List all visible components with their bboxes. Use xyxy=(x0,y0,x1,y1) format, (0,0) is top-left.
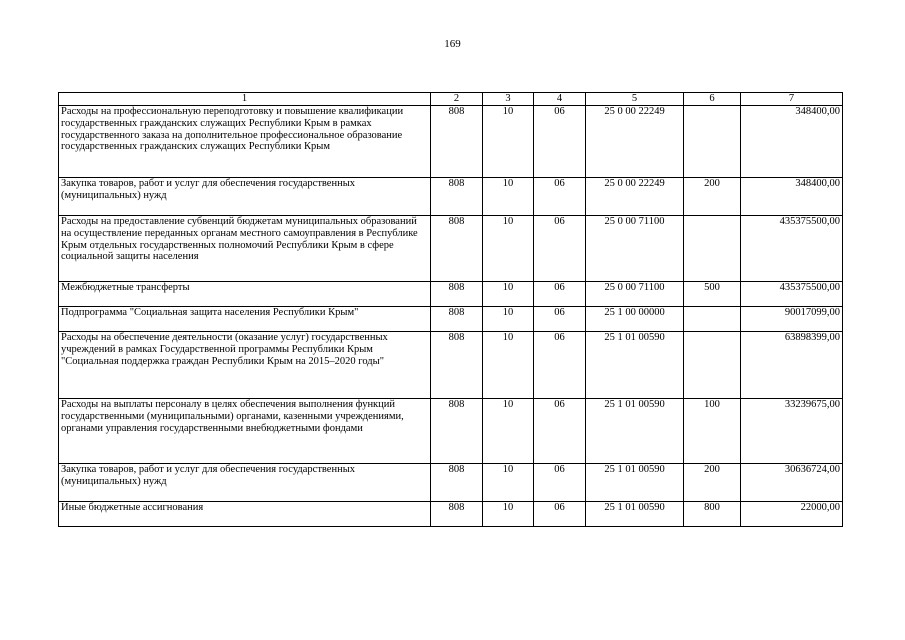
row-expense-type: 200 xyxy=(684,178,741,216)
row-section: 10 xyxy=(483,216,534,282)
row-name: Расходы на обеспечение деятельности (оказание услуг) государственных учреждений в рамках Государственной программы Республики Крым "Социальная поддержка граждан Республики Крым на 2015–2020 годы" xyxy=(59,332,431,399)
table-row xyxy=(59,502,843,527)
row-gov-code: 808 xyxy=(431,307,483,332)
column-header: 3 xyxy=(483,93,534,106)
row-amount: 90017099,00 xyxy=(741,307,843,332)
row-expense-type xyxy=(684,106,741,178)
row-gov-code: 808 xyxy=(431,106,483,178)
table-row xyxy=(59,106,843,178)
row-gov-code: 808 xyxy=(431,502,483,527)
column-header: 4 xyxy=(534,93,586,106)
header-row xyxy=(59,93,843,106)
row-section: 10 xyxy=(483,307,534,332)
row-amount: 348400,00 xyxy=(741,106,843,178)
row-subsection: 06 xyxy=(534,307,586,332)
row-amount: 22000,00 xyxy=(741,502,843,527)
row-subsection: 06 xyxy=(534,178,586,216)
table-row xyxy=(59,399,843,464)
column-header: 6 xyxy=(684,93,741,106)
budget-table xyxy=(58,92,843,527)
row-target-code: 25 1 00 00000 xyxy=(586,307,684,332)
table-row xyxy=(59,332,843,399)
row-section: 10 xyxy=(483,106,534,178)
row-target-code: 25 1 01 00590 xyxy=(586,502,684,527)
row-target-code: 25 0 00 71100 xyxy=(586,216,684,282)
row-subsection: 06 xyxy=(534,464,586,502)
row-name: Иные бюджетные ассигнования xyxy=(59,502,431,527)
table-row xyxy=(59,282,843,307)
row-expense-type: 500 xyxy=(684,282,741,307)
row-section: 10 xyxy=(483,502,534,527)
table-row xyxy=(59,464,843,502)
row-target-code: 25 1 01 00590 xyxy=(586,399,684,464)
table-row xyxy=(59,307,843,332)
page-number: 169 xyxy=(444,38,461,50)
row-name: Закупка товаров, работ и услуг для обеспечения государственных (муниципальных) нужд xyxy=(59,178,431,216)
row-subsection: 06 xyxy=(534,399,586,464)
row-expense-type xyxy=(684,216,741,282)
row-section: 10 xyxy=(483,282,534,307)
row-subsection: 06 xyxy=(534,106,586,178)
row-expense-type: 800 xyxy=(684,502,741,527)
row-amount: 348400,00 xyxy=(741,178,843,216)
row-subsection: 06 xyxy=(534,282,586,307)
row-amount: 33239675,00 xyxy=(741,399,843,464)
row-gov-code: 808 xyxy=(431,178,483,216)
row-name: Подпрограмма "Социальная защита населения Республики Крым" xyxy=(59,307,431,332)
row-amount: 435375500,00 xyxy=(741,282,843,307)
row-target-code: 25 1 01 00590 xyxy=(586,464,684,502)
row-target-code: 25 0 00 22249 xyxy=(586,178,684,216)
row-gov-code: 808 xyxy=(431,282,483,307)
column-header: 5 xyxy=(586,93,684,106)
column-header: 1 xyxy=(59,93,431,106)
row-section: 10 xyxy=(483,178,534,216)
row-amount: 30636724,00 xyxy=(741,464,843,502)
row-gov-code: 808 xyxy=(431,332,483,399)
table-row xyxy=(59,178,843,216)
row-expense-type xyxy=(684,332,741,399)
row-subsection: 06 xyxy=(534,216,586,282)
row-target-code: 25 0 00 71100 xyxy=(586,282,684,307)
row-amount: 63898399,00 xyxy=(741,332,843,399)
row-section: 10 xyxy=(483,399,534,464)
row-name: Расходы на профессиональную переподготовку и повышение квалификации государственных гражданских служащих Республики Крым в рамках государственного заказа на дополнительное профессиональное образование государственных гражданских служащих Республики Крым xyxy=(59,106,431,178)
column-header: 7 xyxy=(741,93,843,106)
row-name: Расходы на предоставление субвенций бюджетам муниципальных образований на осуществление переданных органам местного самоуправления в Республике Крым отдельных государственных полномочий Республики Крым в сфере социальной защиты населения xyxy=(59,216,431,282)
row-gov-code: 808 xyxy=(431,216,483,282)
row-name: Закупка товаров, работ и услуг для обеспечения государственных (муниципальных) нужд xyxy=(59,464,431,502)
row-name: Расходы на выплаты персоналу в целях обеспечения выполнения функций государственными (муниципальными) органами, казенными учреждениями, органами управления государственными внебюджетными фондами xyxy=(59,399,431,464)
row-target-code: 25 1 01 00590 xyxy=(586,332,684,399)
column-header: 2 xyxy=(431,93,483,106)
row-section: 10 xyxy=(483,332,534,399)
row-gov-code: 808 xyxy=(431,464,483,502)
row-amount: 435375500,00 xyxy=(741,216,843,282)
row-expense-type xyxy=(684,307,741,332)
row-target-code: 25 0 00 22249 xyxy=(586,106,684,178)
row-expense-type: 100 xyxy=(684,399,741,464)
row-name: Межбюджетные трансферты xyxy=(59,282,431,307)
table-row xyxy=(59,216,843,282)
row-subsection: 06 xyxy=(534,502,586,527)
row-subsection: 06 xyxy=(534,332,586,399)
row-gov-code: 808 xyxy=(431,399,483,464)
row-section: 10 xyxy=(483,464,534,502)
row-expense-type: 200 xyxy=(684,464,741,502)
